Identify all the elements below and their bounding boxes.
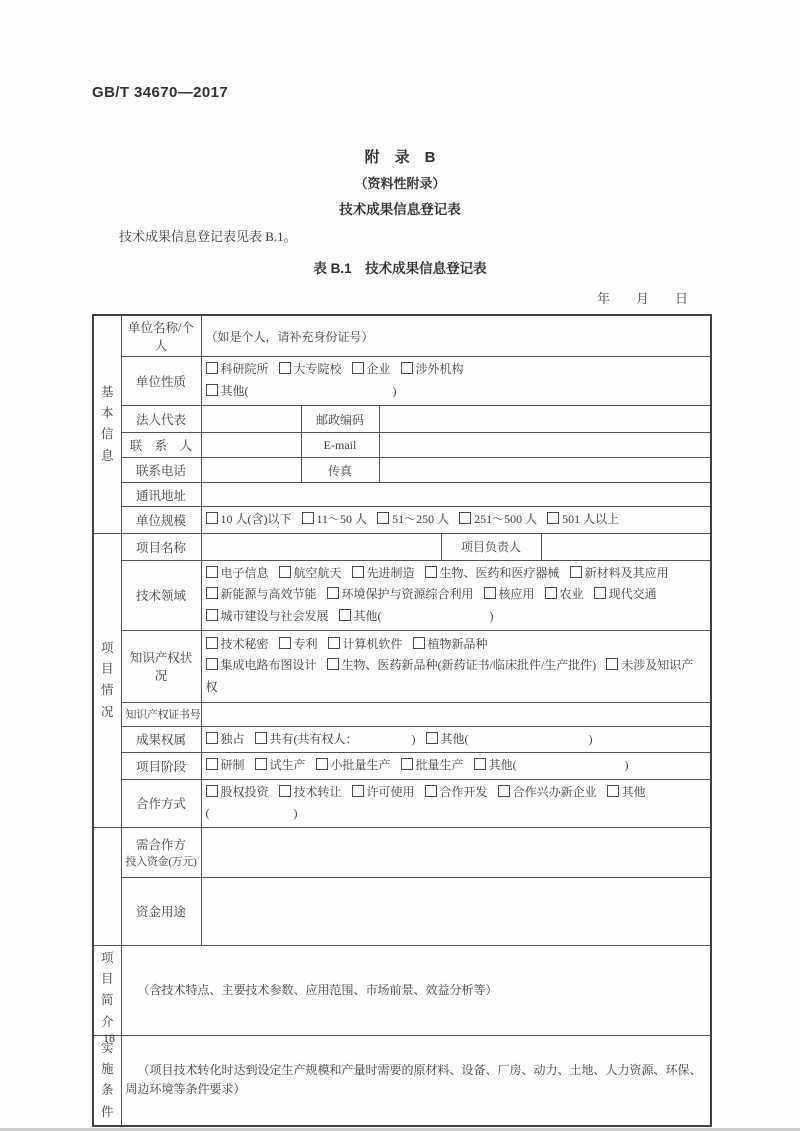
checkbox-option-label: 10 人(含)以下	[220, 512, 292, 526]
table-row	[93, 406, 711, 433]
tech-field-options	[201, 560, 711, 630]
checkbox-option-label: 批量生产	[415, 758, 464, 773]
checkbox-option[interactable]	[206, 587, 317, 601]
checkbox-option[interactable]	[316, 758, 391, 772]
phone-field[interactable]	[201, 458, 301, 483]
section-project-info	[93, 533, 121, 827]
checkbox-line	[206, 606, 707, 628]
checkbox-option-label: 研制	[220, 758, 245, 773]
checkbox-icon[interactable]	[279, 362, 291, 374]
checkbox-option[interactable]	[474, 758, 629, 772]
contact-label: 联 系 人	[121, 433, 201, 458]
unit-name-label: 单位名称/个人	[121, 315, 201, 357]
checkbox-line	[206, 563, 707, 585]
checkbox-option[interactable]	[459, 512, 537, 526]
checkbox-option[interactable]	[545, 587, 584, 601]
section-label-line: 基本	[100, 384, 114, 421]
checkbox-option-label: 试生产	[269, 758, 306, 773]
checkbox-icon[interactable]	[594, 587, 606, 599]
checkbox-option[interactable]	[206, 566, 269, 580]
checkbox-option[interactable]	[425, 566, 560, 580]
section-label-line: 实施	[100, 1040, 114, 1077]
checkbox-option-label: 专利	[293, 636, 318, 651]
checkbox-option[interactable]	[498, 785, 597, 799]
table-row	[93, 945, 711, 1035]
unit-nature-options	[201, 357, 711, 406]
table-row	[93, 702, 711, 726]
unit-name-field[interactable]: （如是个人，请补充身份证号）	[201, 315, 711, 357]
table-row	[93, 560, 711, 630]
ownership-options	[201, 726, 711, 753]
checkbox-icon[interactable]	[206, 785, 218, 797]
section-project-intro	[93, 945, 121, 1035]
ip-cert-label	[121, 702, 201, 726]
checkbox-option[interactable]	[255, 732, 416, 746]
checkbox-option[interactable]	[255, 758, 306, 772]
checkbox-option-label: 合作开发	[439, 784, 488, 799]
table-row	[93, 357, 711, 406]
checkbox-option-label: 251～500 人	[474, 512, 538, 526]
checkbox-icon[interactable]	[206, 658, 218, 670]
unit-scale-label: 单位规模	[121, 507, 201, 534]
checkbox-option[interactable]	[339, 609, 494, 623]
section-label-line: 项目	[100, 640, 114, 677]
checkbox-option-label: 股权投资	[220, 784, 269, 799]
postal-code-label: 邮政编码	[301, 406, 379, 433]
ip-cert-field[interactable]	[201, 702, 711, 726]
checkbox-option-label: 农业	[559, 587, 584, 602]
checkbox-icon[interactable]	[316, 758, 328, 770]
ip-cert-label-text: 知识产权证书号	[125, 709, 201, 722]
checkbox-icon[interactable]	[425, 566, 437, 578]
contact-field[interactable]	[201, 433, 301, 458]
checkbox-line	[206, 584, 707, 606]
section-label-line: 情况	[100, 683, 114, 719]
checkbox-icon[interactable]	[279, 785, 291, 797]
table-row	[93, 483, 711, 507]
checkbox-icon[interactable]	[352, 566, 364, 578]
checkbox-option-label: 技术秘密	[220, 636, 269, 651]
phone-label: 联系电话	[121, 458, 201, 483]
checkbox-option[interactable]	[327, 658, 597, 672]
legal-rep-label: 法人代表	[121, 406, 201, 433]
checkbox-option-label: 其他( )	[488, 758, 629, 773]
checkbox-option-label: 其他( )	[205, 784, 646, 821]
checkbox-icon[interactable]	[206, 512, 218, 524]
table-row	[93, 433, 711, 458]
checkbox-option-label: 环境保护与资源综合利用	[341, 587, 474, 602]
table-row	[93, 507, 711, 534]
checkbox-icon[interactable]	[545, 587, 557, 599]
checkbox-icon[interactable]	[279, 566, 291, 578]
partner-funding-label	[121, 827, 201, 877]
email-field[interactable]	[379, 433, 711, 458]
checkbox-option[interactable]	[206, 609, 329, 623]
legal-rep-field[interactable]	[201, 406, 301, 433]
checkbox-option[interactable]	[570, 566, 669, 580]
checkbox-icon[interactable]	[206, 384, 218, 396]
checkbox-icon[interactable]	[459, 512, 471, 524]
checkbox-icon[interactable]	[279, 637, 291, 649]
unit-scale-options	[201, 507, 711, 534]
ownership-label: 成果权属	[121, 726, 201, 753]
postal-code-field[interactable]	[379, 406, 711, 433]
checkbox-option-label: 其他( )	[440, 731, 593, 746]
project-name-label: 项目名称	[121, 533, 201, 560]
checkbox-option-label: 涉外机构	[415, 362, 464, 377]
checkbox-icon[interactable]	[607, 785, 619, 797]
checkbox-icon[interactable]	[339, 609, 351, 621]
checkbox-icon[interactable]	[474, 758, 486, 770]
checkbox-option[interactable]	[377, 512, 449, 526]
checkbox-option-label: 独占	[220, 731, 245, 746]
checkbox-icon[interactable]	[498, 785, 510, 797]
checkbox-icon[interactable]	[206, 609, 218, 621]
checkbox-option-label: 先进制造	[366, 565, 415, 580]
project-leader-label: 项目负责人	[441, 533, 541, 560]
intro-paragraph: 技术成果信息登记表见表 B.1。	[119, 229, 297, 244]
checkbox-option[interactable]	[206, 362, 269, 376]
checkbox-option[interactable]	[206, 758, 245, 772]
checkbox-option-label: 电子信息	[220, 565, 269, 580]
checkbox-option[interactable]	[279, 637, 318, 651]
appendix-title: 附 录 B	[364, 149, 436, 166]
checkbox-option-label: 小批量生产	[330, 758, 391, 773]
checkbox-option[interactable]	[279, 566, 342, 580]
checkbox-icon[interactable]	[413, 637, 425, 649]
checkbox-icon[interactable]	[401, 758, 413, 770]
project-leader-field[interactable]	[541, 533, 711, 560]
checkbox-icon[interactable]	[401, 362, 413, 374]
checkbox-option-label: 企业	[366, 362, 391, 377]
project-name-field[interactable]	[201, 533, 441, 560]
checkbox-option[interactable]	[484, 587, 535, 601]
table-caption: 表 B.1 技术成果信息登记表	[313, 261, 487, 276]
checkbox-icon[interactable]	[352, 785, 364, 797]
section-label-line: 项目	[100, 950, 114, 987]
table-row	[93, 630, 711, 702]
checkbox-option[interactable]	[401, 362, 464, 376]
checkbox-icon[interactable]	[206, 566, 218, 578]
checkbox-option-label: 集成电路布图设计	[220, 658, 317, 673]
table-row	[93, 726, 711, 753]
checkbox-option[interactable]	[206, 732, 245, 746]
address-field[interactable]	[201, 483, 711, 507]
checkbox-option-label: 城市建设与社会发展	[220, 608, 329, 623]
checkbox-icon[interactable]	[425, 785, 437, 797]
section-label-line: 条件	[100, 1083, 114, 1119]
ip-status-label: 知识产权状况	[121, 630, 201, 702]
checkbox-option[interactable]	[352, 362, 391, 376]
checkbox-option[interactable]	[401, 758, 464, 772]
checkbox-option[interactable]	[206, 658, 317, 672]
section-basic-info	[93, 315, 121, 533]
checkbox-icon[interactable]	[426, 732, 438, 744]
checkbox-option-label: 技术转让	[293, 784, 342, 799]
checkbox-icon[interactable]	[302, 512, 314, 524]
checkbox-option-label: 生物、医药新品种(新药证书/临床批件/生产批件)	[341, 658, 597, 673]
checkbox-option-label: 其他( )	[220, 384, 397, 398]
checkbox-option[interactable]	[594, 587, 657, 601]
section-label-line: 信息	[100, 427, 114, 463]
registration-form-table	[92, 314, 712, 1127]
checkbox-icon[interactable]	[206, 732, 218, 744]
checkbox-icon[interactable]	[377, 512, 389, 524]
checkbox-line	[206, 359, 707, 381]
section-implementation	[93, 1035, 121, 1126]
checkbox-option[interactable]	[279, 785, 342, 799]
checkbox-icon[interactable]	[206, 587, 218, 599]
checkbox-line	[206, 634, 707, 656]
checkbox-option[interactable]	[547, 512, 619, 526]
checkbox-option-label: 11～50 人	[316, 512, 368, 526]
checkbox-option-label: 航空航天	[293, 565, 342, 580]
checkbox-icon[interactable]	[206, 637, 218, 649]
stage-options	[201, 753, 711, 780]
funding-use-label: 资金用途	[121, 877, 201, 945]
email-label: E-mail	[301, 433, 379, 458]
fax-field[interactable]	[379, 458, 711, 483]
fax-label: 传真	[301, 458, 379, 483]
checkbox-option[interactable]	[279, 362, 342, 376]
checkbox-icon[interactable]	[547, 512, 559, 524]
checkbox-option[interactable]	[302, 512, 368, 526]
checkbox-option[interactable]	[352, 785, 415, 799]
checkbox-option[interactable]	[352, 566, 415, 580]
implementation-field[interactable]: （项目技术转化时达到设定生产规模和产量时需要的原材料、设备、厂房、动力、土地、人力资源、环保、周边环境等条件要求）	[121, 1035, 711, 1126]
project-intro-field[interactable]: （含技术特点、主要技术参数、应用范围、市场前景、效益分析等）	[121, 945, 711, 1035]
checkbox-icon[interactable]	[352, 362, 364, 374]
checkbox-option-label: 合作兴办新企业	[512, 784, 597, 799]
table-row	[93, 315, 711, 357]
table-row	[93, 533, 711, 560]
table-row	[93, 827, 711, 877]
tech-field-label: 技术领域	[121, 560, 201, 630]
checkbox-icon[interactable]	[327, 658, 339, 670]
page-number: 18	[103, 1031, 115, 1045]
checkbox-option-label: 生物、医药和医疗器械	[439, 565, 560, 580]
partner-funding-label-line: 需合作方	[135, 838, 186, 853]
checkbox-option-label: 现代交通	[608, 587, 657, 602]
checkbox-option[interactable]	[206, 384, 397, 398]
checkbox-icon[interactable]	[206, 758, 218, 770]
checkbox-option[interactable]	[413, 637, 488, 651]
checkbox-icon[interactable]	[255, 732, 267, 744]
section-blank	[93, 827, 121, 945]
checkbox-option-label: 51～250 人	[392, 512, 450, 526]
appendix-subtitle: （资料性附录）	[354, 176, 446, 191]
checkbox-icon[interactable]	[606, 658, 618, 670]
stage-label: 项目阶段	[121, 753, 201, 780]
appendix-heading: 技术成果信息登记表	[339, 202, 461, 217]
checkbox-icon[interactable]	[328, 637, 340, 649]
checkbox-option-label: 新材料及其应用	[584, 565, 669, 580]
checkbox-option-label: 未涉及知识产权	[205, 658, 694, 694]
standard-number: GB/T 34670—2017	[92, 84, 229, 101]
checkbox-option[interactable]	[328, 637, 403, 651]
partner-funding-field[interactable]	[201, 827, 711, 877]
checkbox-icon[interactable]	[570, 566, 582, 578]
checkbox-option[interactable]	[425, 785, 488, 799]
checkbox-line	[206, 655, 707, 698]
checkbox-option[interactable]	[206, 637, 269, 651]
checkbox-icon[interactable]	[206, 362, 218, 374]
checkbox-option-label: 大专院校	[293, 362, 342, 377]
table-row	[93, 1035, 711, 1126]
checkbox-option-label: 许可使用	[366, 784, 415, 799]
checkbox-icon[interactable]	[255, 758, 267, 770]
table-row	[93, 779, 711, 827]
cooperation-options	[201, 779, 711, 827]
checkbox-option[interactable]	[206, 785, 269, 799]
checkbox-option[interactable]	[206, 512, 292, 526]
partner-funding-label-line: 投入资金(万元)	[125, 856, 197, 869]
funding-use-field[interactable]	[201, 877, 711, 945]
checkbox-option-label: 501 人以上	[562, 512, 620, 526]
checkbox-option-label: 新能源与高效节能	[220, 587, 317, 602]
checkbox-option-label: 科研院所	[220, 362, 269, 377]
cooperation-label: 合作方式	[121, 779, 201, 827]
checkbox-option[interactable]	[327, 587, 474, 601]
checkbox-option-label: 核应用	[498, 587, 535, 602]
checkbox-option-label: 植物新品种	[427, 636, 488, 651]
unit-nature-label: 单位性质	[121, 357, 201, 406]
checkbox-option-label: 计算机软件	[342, 636, 403, 651]
checkbox-option[interactable]	[426, 732, 593, 746]
checkbox-option-label: 其他( )	[353, 608, 494, 623]
date-line: 年 月 日	[596, 291, 688, 306]
checkbox-icon[interactable]	[327, 587, 339, 599]
address-label: 通讯地址	[121, 483, 201, 507]
section-label-line: 简介	[100, 993, 114, 1029]
checkbox-line	[206, 381, 707, 403]
table-row	[93, 877, 711, 945]
checkbox-icon[interactable]	[484, 587, 496, 599]
checkbox-option-label: 共有(共有权人： )	[269, 731, 416, 746]
ip-status-options	[201, 630, 711, 702]
table-row	[93, 458, 711, 483]
table-row	[93, 753, 711, 780]
